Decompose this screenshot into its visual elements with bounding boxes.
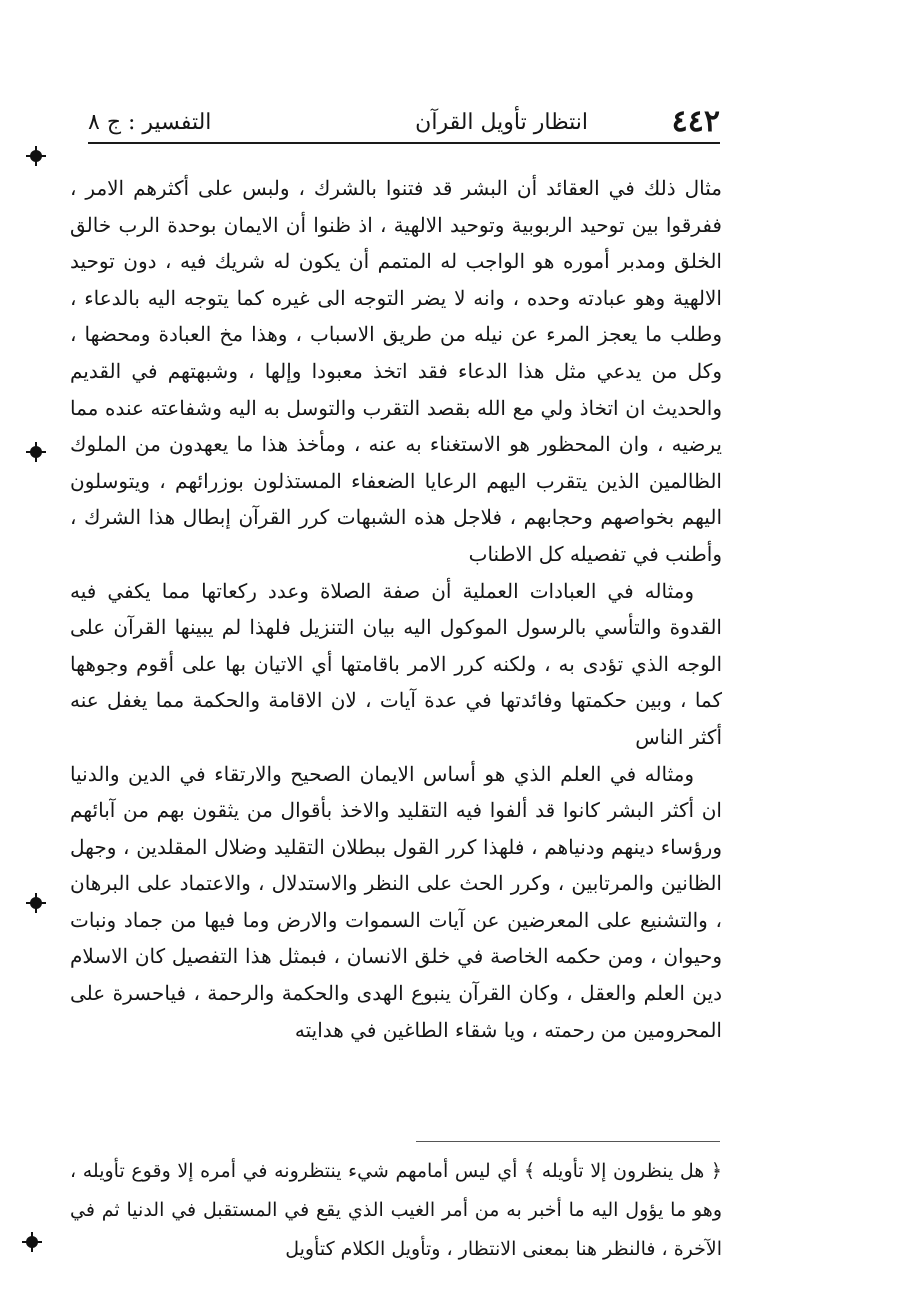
running-header <box>88 104 720 140</box>
paragraph-creed: مثال ذلك في العقائد أن البشر قد فتنوا بالشرك ، ولبس على أكثرهم الامر ، ففرقوا بين توحيد الربوبية وتوحيد الالهية ، اذ ظنوا أن الايمان بوحدة الرب خالق الخلق ومدبر أموره هو الواجب له المتمم أن يكون له شريك فيه ، دون توحيد الالهية وهو عبادته وحده ، وانه لا يضر التوجه الى غيره كما يتوجه اليه بالدعاء ، وطلب ما يعجز المرء عن نيله من طريق الاسباب ، وهذا مخ العبادة ومحضها ، وكل من يدعي مثل هذا الدعاء فقد اتخذ معبودا وإلها ، وشبهتهم في القديم والحديث ان اتخاذ ولي مع الله بقصد التقرب والتوسل به اليه وشفاعته عنده مما يرضيه ، وان المحظور هو الاستغناء به عنه ، ومأخذ هذا ما يعهدون من الملوك الظالمين الذين يتقرب اليهم الرعايا الضعفاء المستذلون بوزرائهم ، ويتوسلون اليهم بخواصهم وحجابهم ، فلاجل هذه الشبهات كرر القرآن إبطال هذا الشرك ، وأطنب في تفصيله كل الاطناب <box>70 176 722 566</box>
page-number: ٤٤٢ <box>671 104 720 139</box>
footnote-separator <box>416 1141 720 1142</box>
main-text <box>70 170 722 1048</box>
volume-label: التفسير : ج ٨ <box>88 110 212 135</box>
binding-hole-mark-icon <box>30 897 42 909</box>
binding-hole-mark-icon <box>26 1236 38 1248</box>
binding-hole-mark-icon <box>30 446 42 458</box>
commentary-paragraph: ﴿ هل ينظرون إلا تأويله ﴾ أي ليس أمامهم شيء ينتظرونه في أمره إلا وقوع تأويله ، وهو ما يؤول اليه ما أخبر به من أمر الغيب الذي يقع في المستقبل في الدنيا ثم في الآخرة ، فالنظر هنا بمعنى الانتظار ، وتأويل الكلام كتأويل <box>70 1160 722 1260</box>
binding-hole-mark-icon <box>30 150 42 162</box>
header-rule <box>88 142 720 144</box>
paragraph-worship: ومثاله في العبادات العملية أن صفة الصلاة وعدد ركعاتها مما يكفي فيه القدوة والتأسي بالرسول الموكول اليه بيان التنزيل فلهذا لم يبينها القرآن على الوجه الذي تؤدى به ، ولكنه كرر الامر باقامتها أي الاتيان بها على أقوم وجوهها كما ، وبين حكمتها وفائدتها في عدة آيات ، لان الاقامة والحكمة مما يغفل عنه أكثر الناس <box>70 578 722 749</box>
paragraph-knowledge: ومثاله في العلم الذي هو أساس الايمان الصحيح والارتقاء في الدين والدنيا ان أكثر البشر كانوا قد ألفوا فيه التقليد والاخذ بأقوال من يثقون بهم من آبائهم ورؤساء دينهم ودنياهم ، فلهذا كرر القول ببطلان التقليد وضلال المقلدين ، وجهل الظانين والمرتابين ، وكرر الحث على النظر والاستدلال ، والاعتماد على البرهان ، والتشنيع على المعرضين عن آيات السموات والارض وما فيها من جماد ونبات وحيوان ، ومن حكمه الخاصة في خلق الانسان ، فبمثل هذا التفصيل كان الاسلام دين العلم والعقل ، وكان القرآن ينبوع الهدى والحكمة والرحمة ، فياحسرة على المحرومين من رحمته ، ويا شقاء الطاغين في هدايته <box>70 761 722 1042</box>
running-title: انتظار تأويل القرآن <box>415 110 588 135</box>
commentary-text <box>70 1152 722 1269</box>
